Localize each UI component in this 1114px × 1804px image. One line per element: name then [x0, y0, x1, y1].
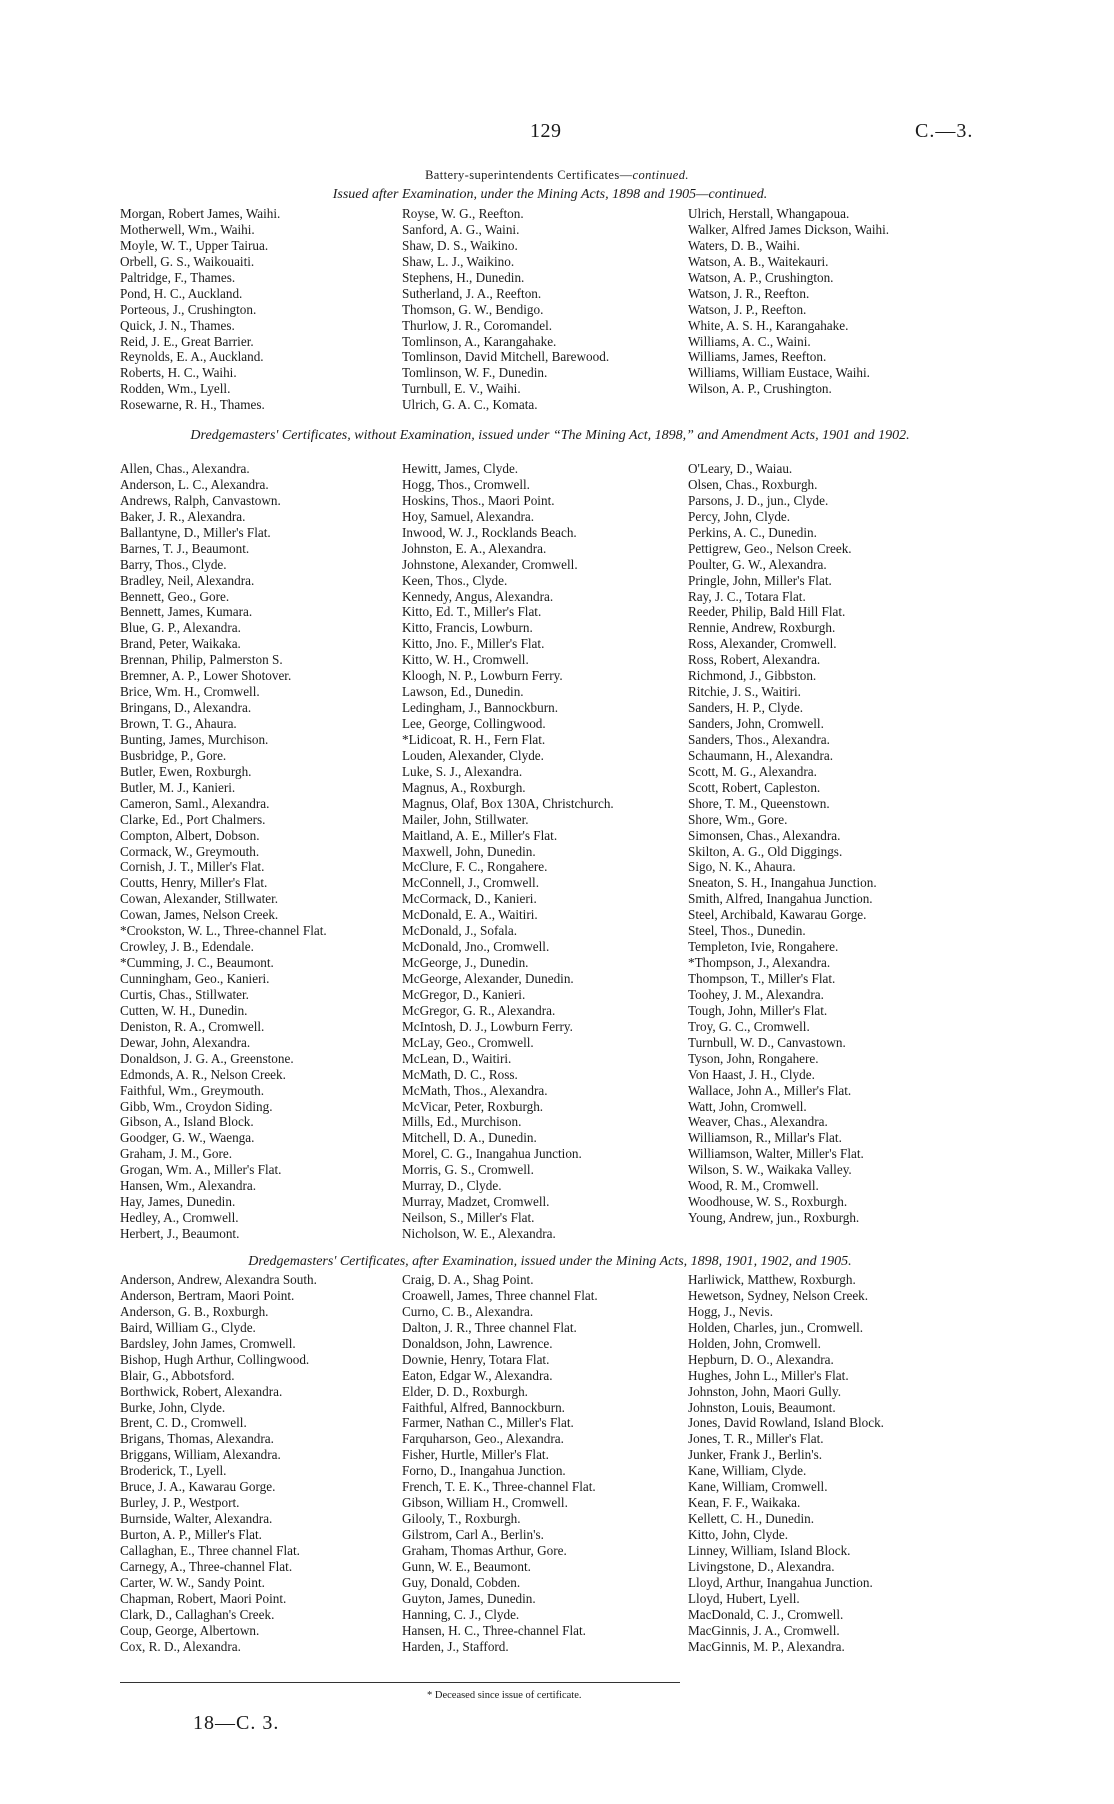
- list-item: Jones, David Rowland, Island Block.: [688, 1415, 884, 1431]
- list-item: Clark, D., Callaghan's Creek.: [120, 1606, 275, 1622]
- list-item: Hepburn, D. O., Alexandra.: [688, 1351, 834, 1367]
- document-code: C.—3.: [915, 120, 974, 142]
- list-item: Burnside, Walter, Alexandra.: [120, 1511, 273, 1527]
- list-item: Carnegy, A., Three-channel Flat.: [120, 1558, 293, 1574]
- list-item: Johnstone, Alexander, Cromwell.: [402, 556, 578, 572]
- list-item: Mills, Ed., Murchison.: [402, 1114, 522, 1130]
- list-item: Ross, Robert, Alexandra.: [688, 652, 821, 668]
- list-item: Wallace, John A., Miller's Flat.: [688, 1082, 852, 1098]
- list-item: Murray, Madzet, Cromwell.: [402, 1194, 550, 1210]
- list-item: Busbridge, P., Gore.: [120, 747, 227, 763]
- list-item: Pond, H. C., Auckland.: [120, 285, 243, 301]
- list-item: Maxwell, John, Dunedin.: [402, 843, 536, 859]
- list-item: Holden, John, Cromwell.: [688, 1335, 821, 1351]
- list-item: Cutten, W. H., Dunedin.: [120, 1002, 248, 1018]
- list-item: Morris, G. S., Cromwell.: [402, 1162, 534, 1178]
- list-item: Lloyd, Arthur, Inangahua Junction.: [688, 1574, 873, 1590]
- list-item: Kennedy, Angus, Alexandra.: [402, 588, 554, 604]
- column-battery-1: [120, 206, 280, 413]
- column-dredge-exam-1: [120, 1272, 317, 1655]
- list-item: Ritchie, J. S., Waitiri.: [688, 684, 801, 700]
- list-item: Toohey, J. M., Alexandra.: [688, 986, 824, 1002]
- list-item: Hedley, A., Cromwell.: [120, 1210, 239, 1226]
- list-item: Williamson, Walter, Miller's Flat.: [688, 1146, 864, 1162]
- list-item: Coutts, Henry, Miller's Flat.: [120, 875, 268, 891]
- list-item: Brown, T. G., Ahaura.: [120, 716, 237, 731]
- list-item: Wilson, A. P., Crushington.: [688, 381, 832, 397]
- column-dredge-no-exam-1: [120, 461, 327, 1242]
- list-item: Dalton, J. R., Three channel Flat.: [402, 1319, 577, 1335]
- column-dredge-no-exam-3: [688, 461, 877, 1226]
- list-item: Lawson, Ed., Dunedin.: [402, 684, 524, 700]
- list-item: Croawell, James, Three channel Flat.: [402, 1287, 598, 1303]
- list-item: Cornish, J. T., Miller's Flat.: [120, 859, 265, 875]
- list-item: McGeorge, J., Dunedin.: [402, 955, 529, 971]
- list-item: Inwood, W. J., Rocklands Beach.: [402, 524, 577, 540]
- list-item: Motherwell, Wm., Waihi.: [120, 221, 255, 237]
- list-item: Bringans, D., Alexandra.: [120, 700, 252, 716]
- list-item: Hoy, Samuel, Alexandra.: [402, 508, 535, 524]
- list-item: MacGinnis, M. P., Alexandra.: [688, 1638, 845, 1654]
- list-item: Young, Andrew, jun., Roxburgh.: [688, 1210, 860, 1226]
- column-dredge-exam-3: [688, 1272, 884, 1655]
- list-item: Cowan, Alexander, Stillwater.: [120, 891, 279, 907]
- list-item: Tyson, John, Rongahere.: [688, 1050, 819, 1066]
- list-item: Bennett, James, Kumara.: [120, 604, 253, 620]
- list-item: Donaldson, John, Lawrence.: [402, 1335, 553, 1351]
- list-item: McGeorge, Alexander, Dunedin.: [402, 971, 574, 986]
- list-item: Donaldson, J. G. A., Greenstone.: [120, 1050, 294, 1066]
- list-item: Callaghan, E., Three channel Flat.: [120, 1542, 300, 1558]
- list-item: Curtis, Chas., Stillwater.: [120, 986, 249, 1002]
- list-item: Eaton, Edgar W., Alexandra.: [402, 1367, 553, 1383]
- list-item: Butler, M. J., Kanieri.: [120, 779, 236, 795]
- list-item: Bradley, Neil, Alexandra.: [120, 572, 255, 588]
- list-item: Chapman, Robert, Maori Point.: [120, 1590, 287, 1606]
- list-item: Hansen, H. C., Three-channel Flat.: [402, 1622, 586, 1638]
- list-item: Morgan, Robert James, Waihi.: [120, 206, 281, 221]
- list-item: Olsen, Chas., Roxburgh.: [688, 476, 818, 492]
- list-item: Sneaton, S. H., Inangahua Junction.: [688, 875, 877, 891]
- list-item: Steel, Archibald, Kawarau Gorge.: [688, 907, 867, 923]
- list-item: Sanders, John, Cromwell.: [688, 716, 824, 731]
- list-item: Holden, Charles, jun., Cromwell.: [688, 1319, 864, 1335]
- list-item: Shaw, L. J., Waikino.: [402, 253, 515, 269]
- list-item: Harden, J., Stafford.: [402, 1638, 509, 1654]
- list-item: Magnus, Olaf, Box 130A, Christchurch.: [402, 795, 614, 811]
- list-item: Borthwick, Robert, Alexandra.: [120, 1383, 283, 1399]
- list-item: Orbell, G. S., Waikouaiti.: [120, 253, 255, 269]
- list-item: Ulrich, G. A. C., Komata.: [402, 397, 538, 413]
- list-item: Woodhouse, W. S., Roxburgh.: [688, 1194, 848, 1210]
- list-item: Gilooly, T., Roxburgh.: [402, 1511, 521, 1527]
- list-item: Kitto, Francis, Lowburn.: [402, 620, 533, 636]
- list-item: Simonsen, Chas., Alexandra.: [688, 827, 841, 843]
- list-item: Hughes, John L., Miller's Flat.: [688, 1367, 849, 1383]
- list-item: Von Haast, J. H., Clyde.: [688, 1066, 815, 1082]
- list-item: Keen, Thos., Clyde.: [402, 572, 508, 588]
- list-item: Burton, A. P., Miller's Flat.: [120, 1527, 262, 1542]
- list-item: Walker, Alfred James Dickson, Waihi.: [688, 221, 890, 237]
- list-item: Stephens, H., Dunedin.: [402, 269, 525, 285]
- heading-battery-exam: Issued after Examination, under the Mining Acts, 1898 and 1905—continued.: [332, 187, 768, 202]
- list-item: Johnston, Louis, Beaumont.: [688, 1399, 836, 1415]
- list-item: Turnbull, E. V., Waihi.: [402, 381, 521, 397]
- list-item: *Lidicoat, R. H., Fern Flat.: [402, 731, 546, 747]
- list-item: Downie, Henry, Totara Flat.: [402, 1351, 550, 1367]
- footnote-divider: [120, 1682, 680, 1683]
- list-item: Magnus, A., Roxburgh.: [402, 779, 526, 795]
- list-item: McLean, D., Waitiri.: [402, 1050, 512, 1066]
- list-item: Louden, Alexander, Clyde.: [402, 747, 544, 763]
- list-item: Watson, A. P., Crushington.: [688, 269, 834, 285]
- list-item: Neilson, S., Miller's Flat.: [402, 1210, 535, 1226]
- column-dredge-no-exam-2: [402, 461, 614, 1242]
- list-item: Sanford, A. G., Waini.: [402, 221, 520, 237]
- list-item: White, A. S. H., Karangahake.: [688, 317, 849, 333]
- list-item: *Thompson, J., Alexandra.: [688, 955, 831, 971]
- list-item: Grogan, Wm. A., Miller's Flat.: [120, 1162, 282, 1178]
- list-item: Craig, D. A., Shag Point.: [402, 1272, 534, 1287]
- list-item: Clarke, Ed., Port Chalmers.: [120, 811, 266, 827]
- list-item: Richmond, J., Gibbston.: [688, 668, 817, 684]
- list-item: French, T. E. K., Three-channel Flat.: [402, 1479, 596, 1495]
- list-item: Hansen, Wm., Alexandra.: [120, 1178, 256, 1194]
- list-item: Bruce, J. A., Kawarau Gorge.: [120, 1479, 276, 1495]
- list-item: Williamson, R., Millar's Flat.: [688, 1130, 842, 1146]
- list-item: Kitto, Jno. F., Miller's Flat.: [402, 636, 545, 652]
- list-item: Thurlow, J. R., Coromandel.: [402, 317, 553, 333]
- list-item: Maitland, A. E., Miller's Flat.: [402, 827, 558, 843]
- list-item: Bunting, James, Murchison.: [120, 731, 269, 747]
- list-item: Faithful, Wm., Greymouth.: [120, 1082, 265, 1098]
- list-item: Percy, John, Clyde.: [688, 508, 791, 524]
- list-item: McGregor, D., Kanieri.: [402, 986, 526, 1002]
- list-item: Reeder, Philip, Bald Hill Flat.: [688, 604, 846, 620]
- list-item: McDonald, E. A., Waitiri.: [402, 907, 538, 923]
- list-item: Paltridge, F., Thames.: [120, 269, 236, 285]
- list-item: McClure, F. C., Rongahere.: [402, 859, 548, 875]
- list-item: Watson, J. P., Reefton.: [688, 301, 807, 317]
- list-item: Kean, F. F., Waikaka.: [688, 1495, 801, 1511]
- list-item: Compton, Albert, Dobson.: [120, 827, 260, 843]
- list-item: *Cumming, J. C., Beaumont.: [120, 955, 274, 971]
- list-item: McGregor, G. R., Alexandra.: [402, 1002, 556, 1018]
- list-item: Cox, R. D., Alexandra.: [120, 1638, 241, 1654]
- list-item: Mitchell, D. A., Dunedin.: [402, 1130, 537, 1146]
- list-item: Brennan, Philip, Palmerston S.: [120, 652, 283, 668]
- list-item: Allen, Chas., Alexandra.: [120, 461, 250, 476]
- list-item: Elder, D. D., Roxburgh.: [402, 1383, 528, 1399]
- list-item: Shore, Wm., Gore.: [688, 811, 788, 827]
- list-item: McIntosh, D. J., Lowburn Ferry.: [402, 1018, 573, 1034]
- list-item: Templeton, Ivie, Rongahere.: [688, 939, 839, 955]
- list-item: Briggans, William, Alexandra.: [120, 1447, 281, 1463]
- list-item: Blue, G. P., Alexandra.: [120, 620, 241, 636]
- list-item: McCormack, D., Kanieri.: [402, 891, 537, 907]
- footer-document-code: 18—C. 3.: [193, 1712, 280, 1734]
- list-item: Bennett, Geo., Gore.: [120, 588, 230, 604]
- list-item: Pettigrew, Geo., Nelson Creek.: [688, 540, 852, 556]
- list-item: Andrews, Ralph, Canvastown.: [120, 492, 281, 508]
- section-title: [0, 168, 1114, 183]
- list-item: Sanders, H. P., Clyde.: [688, 700, 804, 716]
- list-item: Royse, W. G., Reefton.: [402, 206, 524, 221]
- list-item: Burke, John, Clyde.: [120, 1399, 226, 1415]
- list-item: Hoskins, Thos., Maori Point.: [402, 492, 555, 508]
- list-item: Brand, Peter, Waikaka.: [120, 636, 241, 652]
- list-item: Anderson, G. B., Roxburgh.: [120, 1303, 269, 1319]
- list-item: Sutherland, J. A., Reefton.: [402, 285, 542, 301]
- list-item: Kitto, W. H., Cromwell.: [402, 652, 529, 668]
- list-item: Bardsley, John James, Cromwell.: [120, 1335, 296, 1351]
- list-item: Tough, John, Miller's Flat.: [688, 1002, 828, 1018]
- list-item: Reid, J. E., Great Barrier.: [120, 333, 254, 349]
- list-item: Lee, George, Collingwood.: [402, 716, 546, 731]
- column-dredge-exam-2: [402, 1272, 598, 1655]
- list-item: Weaver, Chas., Alexandra.: [688, 1114, 828, 1130]
- list-item: Poulter, G. W., Alexandra.: [688, 556, 827, 572]
- list-item: Barnes, T. J., Beaumont.: [120, 540, 250, 556]
- list-item: Mailer, John, Stillwater.: [402, 811, 529, 827]
- list-item: MacDonald, C. J., Cromwell.: [688, 1606, 844, 1622]
- list-item: Thomson, G. W., Bendigo.: [402, 301, 544, 317]
- heading-dredgemasters-without-exam: Dredgemasters' Certificates, without Examination, issued under “The Mining Act, 1898,” and Amendment Acts, 1901 and 1902.: [190, 428, 910, 443]
- list-item: Rodden, Wm., Lyell.: [120, 381, 231, 397]
- list-item: Nicholson, W. E., Alexandra.: [402, 1226, 556, 1241]
- list-item: McDonald, J., Sofala.: [402, 923, 518, 939]
- list-item: Hewetson, Sydney, Nelson Creek.: [688, 1287, 869, 1303]
- list-item: Herbert, J., Beaumont.: [120, 1226, 240, 1241]
- footnote: * Deceased since issue of certificate.: [427, 1690, 582, 1701]
- list-item: Roberts, H. C., Waihi.: [120, 365, 237, 381]
- list-item: Farmer, Nathan C., Miller's Flat.: [402, 1415, 574, 1431]
- list-item: McMath, Thos., Alexandra.: [402, 1082, 548, 1098]
- list-item: Schaumann, H., Alexandra.: [688, 747, 834, 763]
- list-item: Graham, J. M., Gore.: [120, 1146, 233, 1162]
- list-item: Guy, Donald, Cobden.: [402, 1574, 521, 1590]
- list-item: Graham, Thomas Arthur, Gore.: [402, 1542, 567, 1558]
- list-item: Faithful, Alfred, Bannockburn.: [402, 1399, 565, 1415]
- list-item: Cunningham, Geo., Kanieri.: [120, 971, 270, 986]
- section-title-continued: continued.: [632, 168, 689, 182]
- list-item: McConnell, J., Cromwell.: [402, 875, 539, 891]
- list-item: Butler, Ewen, Roxburgh.: [120, 763, 252, 779]
- list-item: Junker, Frank J., Berlin's.: [688, 1447, 823, 1463]
- section-title-text: Battery-superintendents Certificates—: [425, 168, 633, 182]
- list-item: Hanning, C. J., Clyde.: [402, 1606, 520, 1622]
- list-item: Kitto, Ed. T., Miller's Flat.: [402, 604, 542, 620]
- list-item: Wilson, S. W., Waikaka Valley.: [688, 1162, 852, 1178]
- list-item: McLay, Geo., Cromwell.: [402, 1034, 534, 1050]
- list-item: Hay, James, Dunedin.: [120, 1194, 236, 1210]
- list-item: Kloogh, N. P., Lowburn Ferry.: [402, 668, 563, 684]
- list-item: Ray, J. C., Totara Flat.: [688, 588, 806, 604]
- list-item: Johnston, John, Maori Gully.: [688, 1383, 842, 1399]
- list-item: Shaw, D. S., Waikino.: [402, 237, 518, 253]
- list-item: Scott, Robert, Capleston.: [688, 779, 821, 795]
- list-item: Deniston, R. A., Cromwell.: [120, 1018, 265, 1034]
- list-item: Dewar, John, Alexandra.: [120, 1034, 251, 1050]
- list-item: Broderick, T., Lyell.: [120, 1463, 227, 1479]
- list-item: Wood, R. M., Cromwell.: [688, 1178, 819, 1194]
- list-item: Turnbull, W. D., Canvastown.: [688, 1034, 846, 1050]
- list-item: Goodger, G. W., Waenga.: [120, 1130, 255, 1146]
- list-item: Brent, C. D., Cromwell.: [120, 1415, 247, 1431]
- list-item: Moyle, W. T., Upper Tairua.: [120, 237, 269, 253]
- list-item: Thompson, T., Miller's Flat.: [688, 971, 836, 986]
- list-item: Tomlinson, David Mitchell, Barewood.: [402, 349, 610, 365]
- column-battery-3: [688, 206, 889, 397]
- list-item: Kane, William, Cromwell.: [688, 1479, 828, 1495]
- list-item: Tomlinson, A., Karangahake.: [402, 333, 557, 349]
- list-item: Lloyd, Hubert, Lyell.: [688, 1590, 800, 1606]
- list-item: McMath, D. C., Ross.: [402, 1066, 518, 1082]
- list-item: Sanders, Thos., Alexandra.: [688, 731, 830, 747]
- list-item: Curno, C. B., Alexandra.: [402, 1303, 534, 1319]
- list-item: Crowley, J. B., Edendale.: [120, 939, 254, 955]
- list-item: Anderson, Andrew, Alexandra South.: [120, 1272, 317, 1287]
- list-item: Smith, Alfred, Inangahua Junction.: [688, 891, 873, 907]
- list-item: Forno, D., Inangahua Junction.: [402, 1463, 566, 1479]
- list-item: McVicar, Peter, Roxburgh.: [402, 1098, 544, 1114]
- list-item: Cormack, W., Greymouth.: [120, 843, 260, 859]
- list-item: Ballantyne, D., Miller's Flat.: [120, 524, 271, 540]
- list-item: Carter, W. W., Sandy Point.: [120, 1574, 265, 1590]
- list-item: Watt, John, Cromwell.: [688, 1098, 807, 1114]
- list-item: Perkins, A. C., Dunedin.: [688, 524, 817, 540]
- list-item: Ulrich, Herstall, Whangapoua.: [688, 206, 850, 221]
- list-item: Porteous, J., Crushington.: [120, 301, 257, 317]
- list-item: Kitto, John, Clyde.: [688, 1527, 789, 1542]
- list-item: Hogg, J., Nevis.: [688, 1303, 773, 1319]
- column-battery-2: [402, 206, 609, 413]
- list-item: O'Leary, D., Waiau.: [688, 461, 793, 476]
- list-item: Baird, William G., Clyde.: [120, 1319, 256, 1335]
- list-item: Rennie, Andrew, Roxburgh.: [688, 620, 836, 636]
- list-item: Tomlinson, W. F., Dunedin.: [402, 365, 548, 381]
- list-item: Watson, J. R., Reefton.: [688, 285, 810, 301]
- list-item: Luke, S. J., Alexandra.: [402, 763, 523, 779]
- list-item: Linney, William, Island Block.: [688, 1542, 851, 1558]
- list-item: Scott, M. G., Alexandra.: [688, 763, 817, 779]
- list-item: Johnston, E. A., Alexandra.: [402, 540, 547, 556]
- list-item: Ross, Alexander, Cromwell.: [688, 636, 837, 652]
- list-item: *Crookston, W. L., Three-channel Flat.: [120, 923, 327, 939]
- list-item: Sigo, N. K., Ahaura.: [688, 859, 796, 875]
- list-item: Baker, J. R., Alexandra.: [120, 508, 246, 524]
- list-item: Coup, George, Albertown.: [120, 1622, 260, 1638]
- list-item: Williams, A. C., Waini.: [688, 333, 811, 349]
- list-item: Ledingham, J., Bannockburn.: [402, 700, 559, 716]
- list-item: Brigans, Thomas, Alexandra.: [120, 1431, 274, 1447]
- list-item: Anderson, L. C., Alexandra.: [120, 476, 269, 492]
- list-item: Pringle, John, Miller's Flat.: [688, 572, 832, 588]
- list-item: Hogg, Thos., Cromwell.: [402, 476, 530, 492]
- list-item: Kane, William, Clyde.: [688, 1463, 807, 1479]
- list-item: Gibb, Wm., Croydon Siding.: [120, 1098, 273, 1114]
- list-item: Edmonds, A. R., Nelson Creek.: [120, 1066, 286, 1082]
- list-item: Gibson, A., Island Block.: [120, 1114, 254, 1130]
- list-item: Cowan, James, Nelson Creek.: [120, 907, 279, 923]
- list-item: Gilstrom, Carl A., Berlin's.: [402, 1527, 544, 1542]
- list-item: Blair, G., Abbotsford.: [120, 1367, 235, 1383]
- list-item: Fisher, Hurtle, Miller's Flat.: [402, 1447, 549, 1463]
- list-item: Kellett, C. H., Dunedin.: [688, 1511, 814, 1527]
- list-item: Steel, Thos., Dunedin.: [688, 923, 806, 939]
- list-item: Reynolds, E. A., Auckland.: [120, 349, 264, 365]
- list-item: Guyton, James, Dunedin.: [402, 1590, 536, 1606]
- list-item: Waters, D. B., Waihi.: [688, 237, 800, 253]
- list-item: Burley, J. P., Westport.: [120, 1495, 240, 1511]
- list-item: Rosewarne, R. H., Thames.: [120, 397, 265, 413]
- list-item: Gibson, William H., Cromwell.: [402, 1495, 568, 1511]
- list-item: Troy, G. C., Cromwell.: [688, 1018, 810, 1034]
- list-item: Williams, William Eustace, Waihi.: [688, 365, 870, 381]
- list-item: Watson, A. B., Waitekauri.: [688, 253, 829, 269]
- list-item: Morel, C. G., Inangahua Junction.: [402, 1146, 582, 1162]
- list-item: Gunn, W. E., Beaumont.: [402, 1558, 531, 1574]
- page-number: 129: [530, 120, 562, 142]
- list-item: Bishop, Hugh Arthur, Collingwood.: [120, 1351, 310, 1367]
- list-item: MacGinnis, J. A., Cromwell.: [688, 1622, 840, 1638]
- list-item: Livingstone, D., Alexandra.: [688, 1558, 835, 1574]
- list-item: Barry, Thos., Clyde.: [120, 556, 227, 572]
- list-item: Cameron, Saml., Alexandra.: [120, 795, 270, 811]
- list-item: McDonald, Jno., Cromwell.: [402, 939, 550, 955]
- list-item: Shore, T. M., Queenstown.: [688, 795, 830, 811]
- list-item: Jones, T. R., Miller's Flat.: [688, 1431, 824, 1447]
- list-item: Harliwick, Matthew, Roxburgh.: [688, 1272, 856, 1287]
- list-item: Anderson, Bertram, Maori Point.: [120, 1287, 295, 1303]
- list-item: Brice, Wm. H., Cromwell.: [120, 684, 260, 700]
- list-item: Bremner, A. P., Lower Shotover.: [120, 668, 292, 684]
- heading-dredgemasters-after-exam: Dredgemasters' Certificates, after Examination, issued under the Mining Acts, 1898, 1901, 1902, and 1905.: [248, 1254, 852, 1269]
- list-item: Parsons, J. D., jun., Clyde.: [688, 492, 829, 508]
- list-item: Skilton, A. G., Old Diggings.: [688, 843, 843, 859]
- list-item: Hewitt, James, Clyde.: [402, 461, 519, 476]
- list-item: Farquharson, Geo., Alexandra.: [402, 1431, 564, 1447]
- list-item: Quick, J. N., Thames.: [120, 317, 235, 333]
- list-item: Williams, James, Reefton.: [688, 349, 827, 365]
- list-item: Murray, D., Clyde.: [402, 1178, 502, 1194]
